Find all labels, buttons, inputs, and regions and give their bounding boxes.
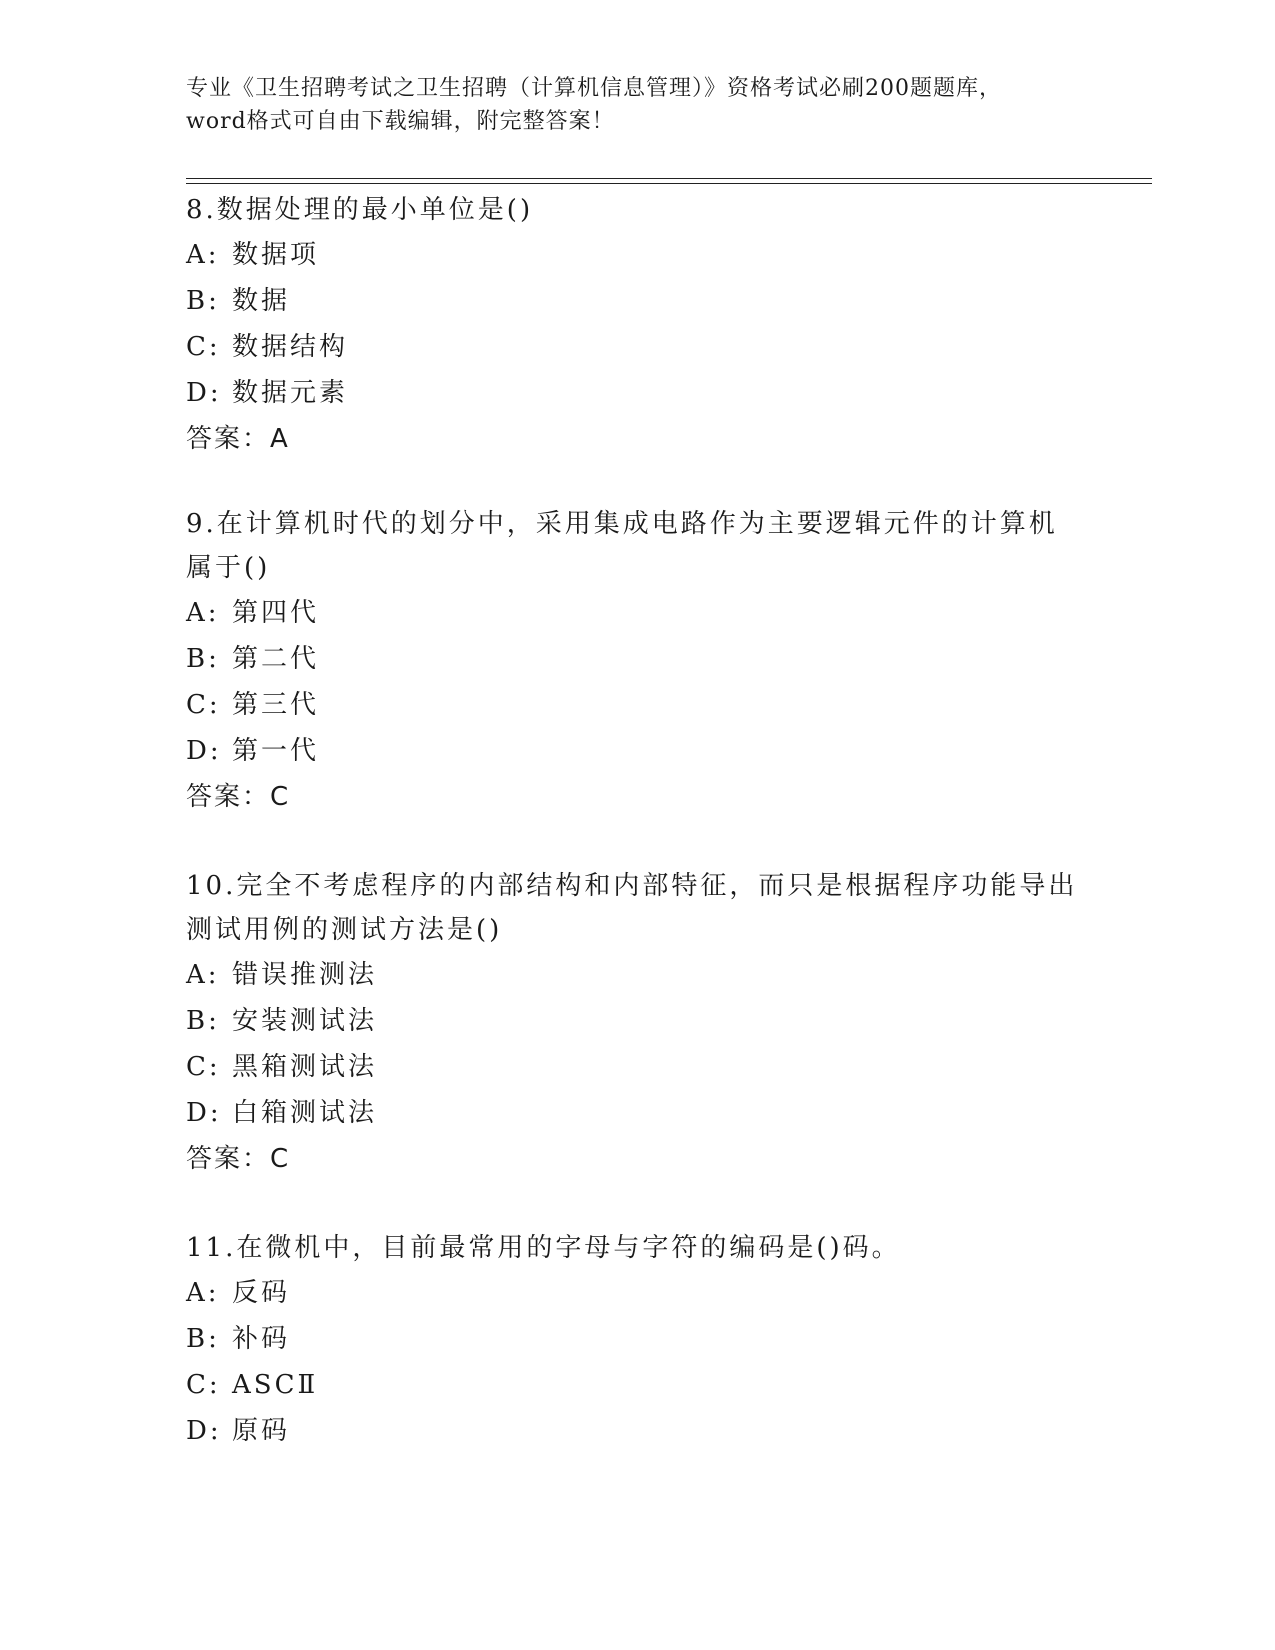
answer-text: 答案：A: [186, 424, 290, 454]
question-text: 11.在微机中，目前最常用的字母与字符的编码是()码。: [186, 1233, 901, 1263]
header-line-2: word格式可自由下载编辑，附完整答案！: [186, 109, 615, 134]
question-text: 9.在计算机时代的划分中，采用集成电路作为主要逻辑元件的计算机属于(): [186, 509, 1058, 583]
option-key: C:: [186, 1370, 221, 1400]
option-key: A:: [186, 1278, 220, 1308]
option-a: [186, 590, 1086, 636]
header-line-1: 专业《卫生招聘考试之卫生招聘（计算机信息管理）》资格考试必刷200题题库，: [186, 76, 1002, 101]
option-label: ASCⅡ: [232, 1370, 319, 1400]
option-key: C:: [186, 690, 221, 720]
answer-text: 答案：C: [186, 1144, 291, 1174]
option-key: D:: [186, 736, 222, 766]
option-key: A:: [186, 598, 220, 628]
option-label: 第二代: [232, 644, 320, 674]
option-c: [186, 682, 1086, 728]
option-d: [186, 1408, 1086, 1454]
option-key: B:: [186, 286, 220, 316]
document-header: [186, 72, 1086, 138]
question-8: [186, 188, 1086, 462]
question-text: 10.完全不考虑程序的内部结构和内部特征，而只是根据程序功能导出测试用例的测试方法是(): [186, 871, 1078, 945]
option-label: 第一代: [232, 736, 320, 766]
question-9: [186, 502, 1086, 820]
header-divider-top: [186, 178, 1152, 179]
answer-text: 答案：C: [186, 782, 291, 812]
option-c: [186, 1044, 1086, 1090]
question-11: [186, 1226, 1086, 1454]
option-label: 补码: [232, 1324, 291, 1354]
option-b: [186, 1316, 1086, 1362]
option-a: [186, 232, 1086, 278]
option-label: 反码: [232, 1278, 291, 1308]
option-c: [186, 324, 1086, 370]
question-text: 8.数据处理的最小单位是(): [186, 195, 534, 225]
question-10: [186, 864, 1086, 1182]
option-a: [186, 1270, 1086, 1316]
option-key: A:: [186, 240, 220, 270]
option-key: B:: [186, 1006, 220, 1036]
option-b: [186, 278, 1086, 324]
option-d: [186, 1090, 1086, 1136]
option-key: D:: [186, 378, 222, 408]
header-divider-bottom: [186, 183, 1152, 184]
option-key: D:: [186, 1098, 222, 1128]
option-key: C:: [186, 332, 221, 362]
option-key: B:: [186, 1324, 220, 1354]
option-b: [186, 636, 1086, 682]
option-label: 数据: [232, 286, 291, 316]
option-label: 数据结构: [232, 332, 349, 362]
option-label: 数据项: [232, 240, 320, 270]
option-label: 安装测试法: [232, 1006, 378, 1036]
option-b: [186, 998, 1086, 1044]
option-key: B:: [186, 644, 220, 674]
option-label: 第三代: [232, 690, 320, 720]
option-d: [186, 370, 1086, 416]
option-label: 黑箱测试法: [232, 1052, 378, 1082]
option-a: [186, 952, 1086, 998]
option-label: 错误推测法: [232, 960, 378, 990]
option-label: 第四代: [232, 598, 320, 628]
option-label: 白箱测试法: [232, 1098, 378, 1128]
option-label: 原码: [232, 1416, 291, 1446]
option-key: D:: [186, 1416, 222, 1446]
option-d: [186, 728, 1086, 774]
option-label: 数据元素: [232, 378, 349, 408]
option-key: A:: [186, 960, 220, 990]
option-c: [186, 1362, 1086, 1408]
option-key: C:: [186, 1052, 221, 1082]
